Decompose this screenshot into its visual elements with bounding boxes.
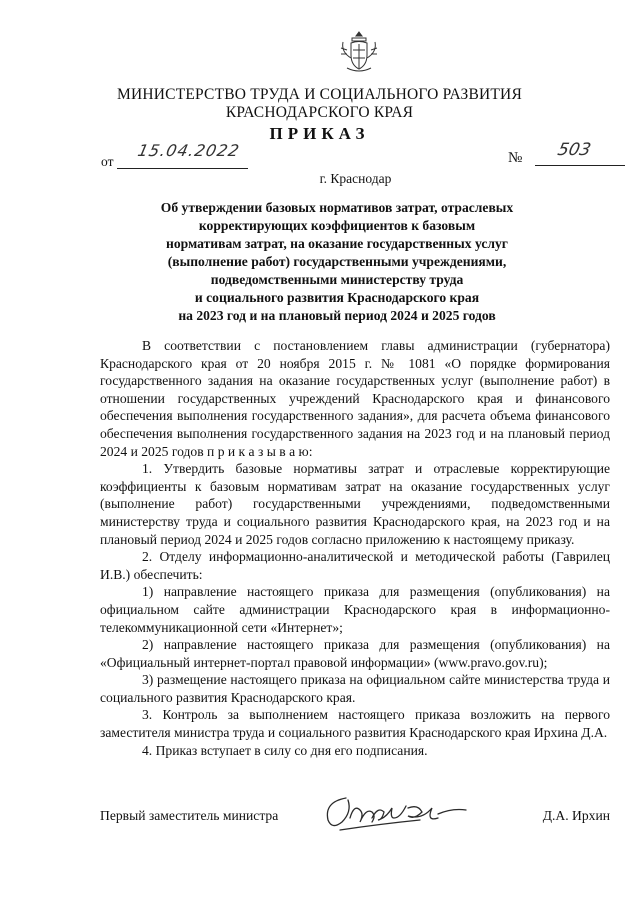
subject-line: и социального развития Краснодарского края (194, 290, 480, 305)
item-2: 2. Отделу информационно-аналитической и методической работы (Гаврилец И.В.) обеспечить: (100, 549, 610, 582)
handwritten-signature (316, 788, 476, 836)
item-3: 3. Контроль за выполнением настоящего приказа возложить на первого заместителя министра труда и социального развития Краснодарского края Ирхина Д.А. (100, 707, 610, 741)
subject-line: на 2023 год и на плановый период 2024 и 2025 годов (178, 308, 496, 323)
number-underline (535, 165, 625, 166)
subject-line: подведомственными министерству труда (210, 272, 464, 287)
ministry-name-line2: КРАСНОДАРСКОГО КРАЯ (225, 104, 414, 121)
signer-role: Первый заместитель министра (100, 808, 279, 823)
order-date: 15.04.2022 (135, 141, 242, 160)
order-body (100, 337, 610, 759)
city: г. Краснодар (319, 171, 392, 186)
order-number: 503 (555, 140, 593, 160)
date-prefix: от (101, 154, 114, 169)
ministry-name-line1: МИНИСТЕРСТВО ТРУДА И СОЦИАЛЬНОГО РАЗВИТИЯ (117, 86, 522, 103)
document-type: ПРИКАЗ (269, 124, 370, 143)
subject-line: (выполнение работ) государственными учреждениями, (167, 254, 507, 269)
order-subject (120, 199, 554, 325)
date-underline (117, 168, 248, 169)
number-prefix: № (508, 150, 523, 166)
signer-name: Д.А. Ирхин (542, 808, 610, 823)
item-2-2: 2) направление настоящего приказа для размещения (опубликования) на «Официальный интернет-портал правовой информации» (www.pravo.gov.ru); (100, 637, 610, 670)
item-4: 4. Приказ вступает в силу со дня его подписания. (142, 742, 428, 758)
item-1: 1. Утвердить базовые нормативы затрат и отраслевые корректирующие коэффициенты к базовым нормативам затрат на оказание государственных услуг (выполнение работ) государственными учреждениями, подведомственными министерству труда и социального развития Краснодарского края, на 2023 год и на плановый период 2024 и 2025 годов согласно приложению к настоящему приказу. (100, 461, 610, 547)
coat-of-arms-icon (339, 30, 379, 74)
subject-line: корректирующих коэффициентов к базовым (198, 218, 476, 233)
item-2-3: 3) размещение настоящего приказа на официальном сайте министерства труда и социального развития Краснодарского края. (100, 672, 610, 705)
subject-line: нормативам затрат, на оказание государственных услуг (166, 236, 508, 251)
subject-line: Об утверждении базовых нормативов затрат, отраслевых (160, 200, 514, 215)
item-2-1: 1) направление настоящего приказа для размещения (опубликования) на официальном сайте администрации Краснодарского края в информационно-телекоммуникационной сети «Интернет»; (100, 584, 610, 635)
preamble-paragraph: В соответствии с постановлением главы администрации (губернатора) Краснодарского края от 20 ноября 2015 г. № 1081 «О порядке формирования государственного задания на оказание государственных услуг (выполнение работ) в отношении государственных учреждений Краснодарского края и финансового обеспечения выполнения государственного задания», для расчета объема финансового обеспечения выполнения государственного задания на 2023 год и на плановый период 2024 и 2025 годов п р и к а з ы в а ю: (100, 338, 610, 459)
